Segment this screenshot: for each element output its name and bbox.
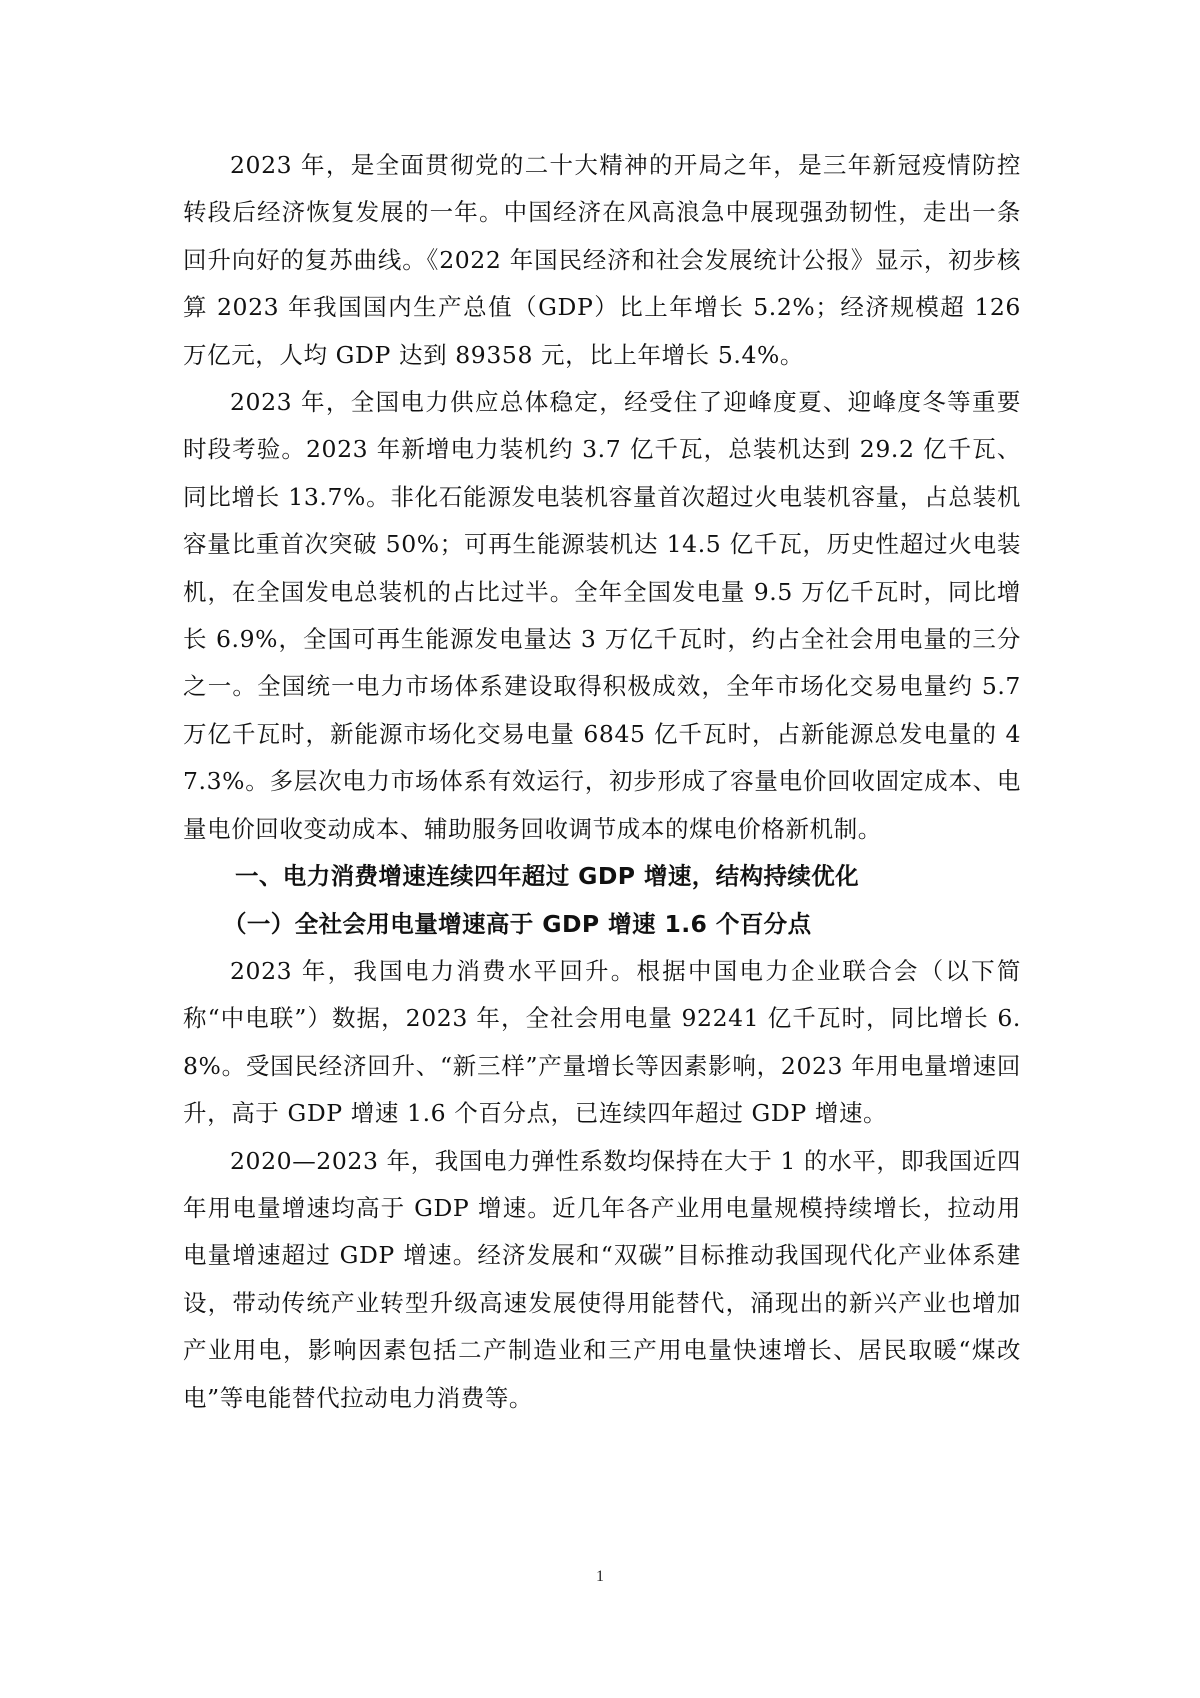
- document-body: [183, 142, 1021, 1422]
- paragraph-power-supply: 2023 年，全国电力供应总体稳定，经受住了迎峰度夏、迎峰度冬等重要时段考验。2023 年新增电力装机约 3.7 亿千瓦，总装机达到 29.2 亿千瓦、同比增长 13.7%。非化石能源发电装机容量首次超过火电装机容量，占总装机容量比重首次突破 50%；可再生能源装机达 14.5 亿千瓦，历史性超过火电装机，在全国发电总装机的占比过半。全年全国发电量 9.5 万亿千瓦时，同比增长 6.9%，全国可再生能源发电量达 3 万亿千瓦时，约占全社会用电量的三分之一。全国统一电力市场体系建设取得积极成效，全年市场化交易电量约 5.7 万亿千瓦时，新能源市场化交易电量 6845 亿千瓦时，占新能源总发电量的 47.3%。多层次电力市场体系有效运行，初步形成了容量电价回收固定成本、电量电价回收变动成本、辅助服务回收调节成本的煤电价格新机制。: [183, 388, 1021, 843]
- paragraph-elasticity: 2020—2023 年，我国电力弹性系数均保持在大于 1 的水平，即我国近四年用电量增速均高于 GDP 增速。近几年各产业用电量规模持续增长，拉动用电量增速超过 GDP 增速。经济发展和“双碳”目标推动我国现代化产业体系建设，带动传统产业转型升级高速发展使得用能替代，涌现出的新兴产业也增加产业用电，影响因素包括二产制造业和三产用电量快速增长、居民取暖“煤改电”等电能替代拉动电力消费等。: [183, 1146, 1021, 1412]
- paragraph-intro-economy: 2023 年，是全面贯彻党的二十大精神的开局之年，是三年新冠疫情防控转段后经济恢复发展的一年。中国经济在风高浪急中展现强劲韧性，走出一条回升向好的复苏曲线。《2022 年国民经济和社会发展统计公报》显示，初步核算 2023 年我国国内生产总值（GDP）比上年增长 5.2%；经济规模超 126 万亿元，人均 GDP 达到 89358 元，比上年增长 5.4%。: [183, 151, 1021, 369]
- subsection-heading: （一）全社会用电量增速高于 GDP 增速 1.6 个百分点: [223, 909, 812, 938]
- section-heading: 一、电力消费增速连续四年超过 GDP 增速，结构持续优化: [235, 862, 860, 891]
- page-number: 1: [596, 1568, 604, 1585]
- paragraph-power-consumption: 2023 年，我国电力消费水平回升。根据中国电力企业联合会（以下简称“中电联”）数据，2023 年，全社会用电量 92241 亿千瓦时，同比增长 6.8%。受国民经济回升、“新三样”产量增长等因素影响，2023 年用电量增速回升，高于 GDP 增速 1.6 个百分点，已连续四年超过 GDP 增速。: [183, 956, 1021, 1128]
